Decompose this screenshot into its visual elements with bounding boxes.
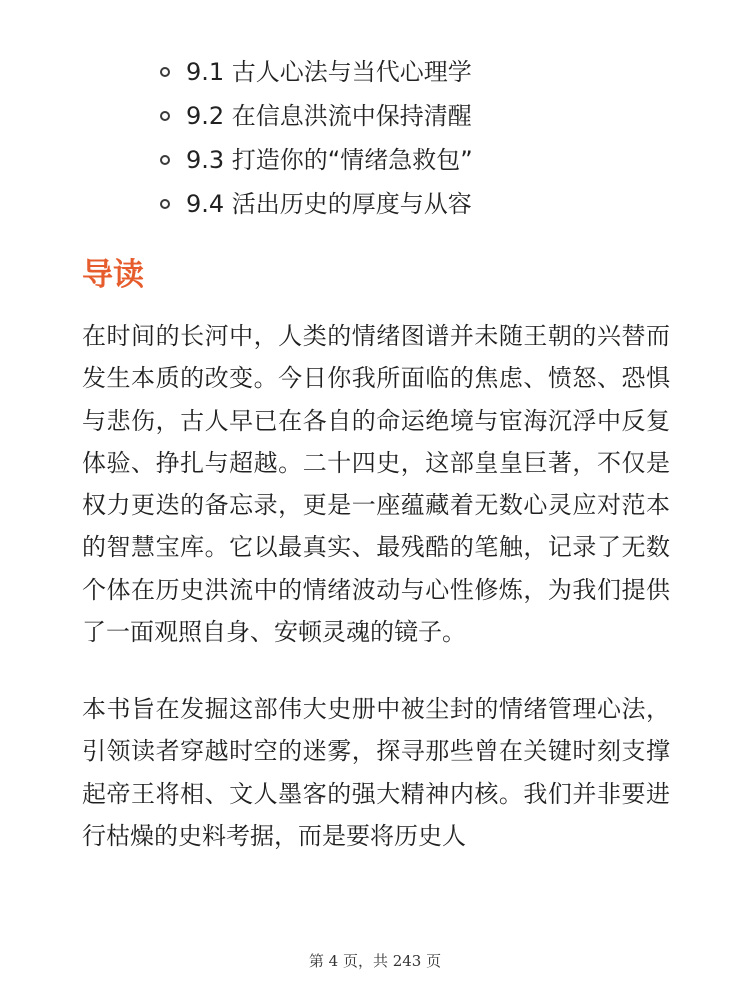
- toc-item-label: 9.1 古人心法与当代心理学: [186, 58, 472, 86]
- toc-item[interactable]: [160, 50, 473, 94]
- toc-item[interactable]: [160, 182, 473, 226]
- toc-item-label: 9.4 活出历史的厚度与从容: [186, 190, 472, 218]
- circle-bullet-icon: [160, 199, 170, 209]
- section-heading: 导读: [82, 257, 144, 293]
- toc-item[interactable]: [160, 94, 473, 138]
- paragraph: 本书旨在发掘这部伟大史册中被尘封的情绪管理心法，引领读者穿越时空的迷雾，探寻那些曾在关键时刻支撑起帝王将相、文人墨客的强大精神内核。我们并非要进行枯燥的史料考据，而是要将历史人: [82, 695, 670, 850]
- circle-bullet-icon: [160, 155, 170, 165]
- paragraph: 在时间的长河中，人类的情绪图谱并未随王朝的兴替而发生本质的改变。今日你我所面临的焦虑、愤怒、恐惧与悲伤，古人早已在各自的命运绝境与宦海沉浮中反复体验、挣扎与超越。二十四史，这部皇皇巨著，不仅是权力更迭的备忘录，更是一座蕴藏着无数心灵应对范本的智慧宝库。它以最真实、最残酷的笔触，记录了无数个体在历史洪流中的情绪波动与心性修炼，为我们提供了一面观照自身、安顿灵魂的镜子。: [82, 322, 670, 647]
- circle-bullet-icon: [160, 111, 170, 121]
- circle-bullet-icon: [160, 67, 170, 77]
- table-of-contents: [160, 50, 473, 226]
- toc-item-label: 9.3 打造你的“情绪急救包”: [186, 146, 473, 174]
- toc-item[interactable]: [160, 138, 473, 182]
- toc-item-label: 9.2 在信息洪流中保持清醒: [186, 102, 472, 130]
- page-number-footer: 第 4 页，共 243 页: [308, 952, 442, 970]
